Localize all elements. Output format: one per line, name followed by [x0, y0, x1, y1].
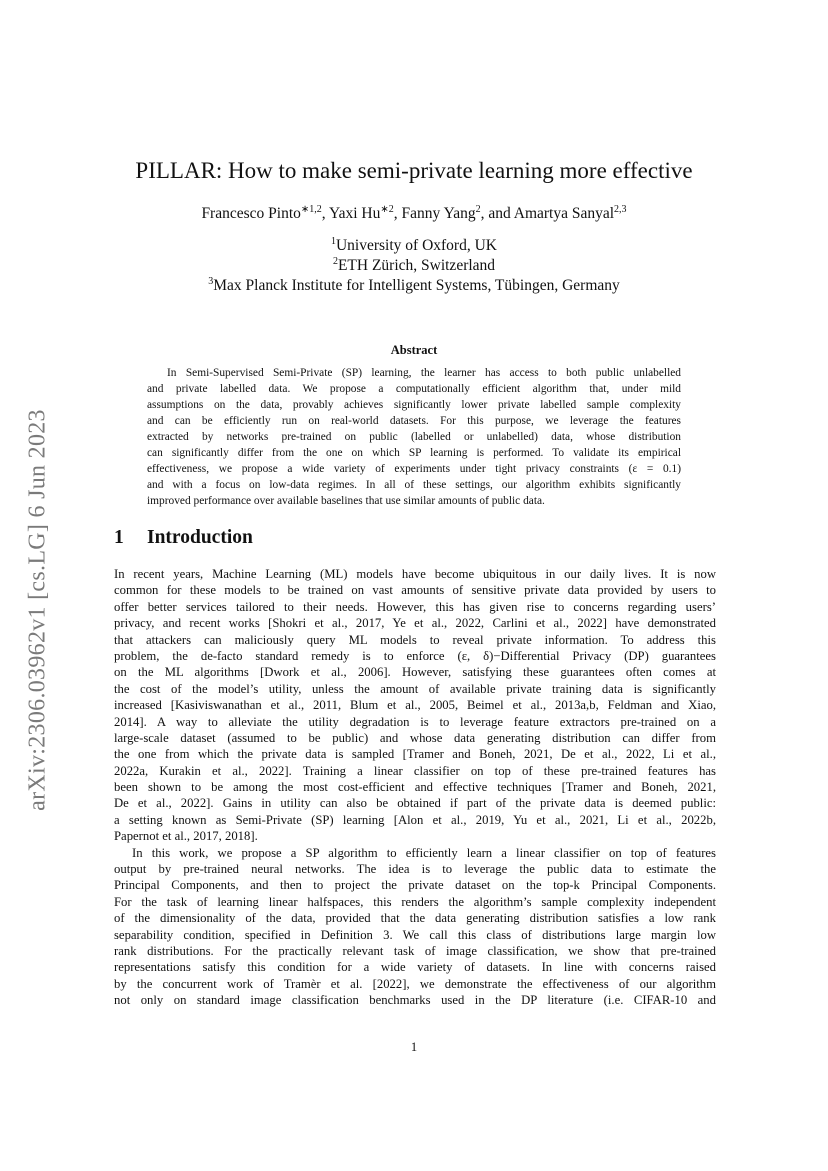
affiliation: $^3$Max Planck Institute for Intelligent Systems, Tübingen, Germany — [208, 275, 620, 294]
abstract-line: and private labelled data. We propose a computationally efficient algorithm that, under mild — [147, 383, 681, 395]
body-line: by the concurrent work of Tramèr et al. [2022], we demonstrate the effectiveness of our algorithm — [114, 976, 716, 991]
body-line: problem, the de-facto standard remedy is to enforce (ε, δ)−Differential Privacy (DP) guarantees — [114, 648, 716, 663]
body-line: offer better services tailored to their needs. However, this has given rise to concerns regarding users’ — [114, 599, 716, 614]
author: Fanny Yang$^2$ — [401, 203, 481, 222]
abstract-line: In Semi-Supervised Semi-Private (SP) learning, the learner has access to both public unlabelled — [167, 367, 681, 379]
abstract-line: improved performance over available baselines that use similar amounts of public data. — [147, 495, 545, 507]
abstract-heading: Abstract — [390, 343, 438, 357]
abstract-text — [147, 365, 681, 509]
body-line: common for these models to be trained on vast amounts of sensitive private data provided by users to — [114, 583, 716, 598]
body-line: Principal Components, and then to project the private dataset on the top-k Principal Components. — [114, 878, 716, 893]
author: Amartya Sanyal$^{2,3}$ — [513, 203, 627, 222]
body-line: not only on standard image classification benchmarks used in the DP literature (i.e. CIFAR-10 and — [114, 993, 716, 1008]
body-line: In this work, we propose a SP algorithm to efficiently learn a linear classifier on top of features — [132, 845, 716, 860]
body-line: of the dimensionality of the data, provided that the data generating distribution satisfies a low rank — [114, 911, 716, 926]
body-line: the one from which the private data is sampled [Tramer and Boneh, 2021, De et al., 2022, Li et al., — [114, 747, 716, 762]
affiliation-list — [100, 236, 728, 296]
abstract-line: assumptions on the data, provably achieves significantly lower private labelled sample complexity — [147, 399, 681, 411]
body-line: on the ML algorithms [Dwork et al., 2006]. However, satisfying these guarantees often comes at — [114, 665, 716, 680]
body-line: the cost of the model’s utility, unless the amount of available private training data is significantly — [114, 681, 716, 696]
abstract-line: effectiveness, we propose a wide variety of experiments under tight privacy constraints (ε = 0.1) — [147, 463, 681, 475]
section-heading — [114, 527, 253, 549]
body-line: For the task of learning linear halfspaces, this renders the algorithm’s sample complexity independent — [114, 894, 716, 909]
body-line: De et al., 2022]. Gains in utility can also be obtained if part of the private data is deemed public: — [114, 796, 716, 811]
paper-title: PILLAR: How to make semi-private learning more effective — [135, 158, 693, 183]
body-line: In recent years, Machine Learning (ML) models have become ubiquitous in our daily lives. It is now — [114, 567, 716, 581]
author-list: Francesco Pinto$^{∗1,2}$, Yaxi $Hu^{∗2}$, Fanny Yang$^2$, and Amartya Sanyal$^{2,3}$ — [201, 203, 627, 222]
body-line: a setting known as Semi-Private (SP) learning [Alon et al., 2019, Yu et al., 2021, Li et al., 2022b, — [114, 812, 716, 827]
body-line: representations satisfy this condition for a wide variety of datasets. In line with concerns raised — [114, 960, 716, 975]
affiliation: $^2$ETH Zürich, Switzerland — [332, 255, 496, 274]
section-number: 1 — [114, 527, 124, 548]
introduction-body — [114, 566, 716, 1009]
body-line: Papernot et al., 2017, 2018]. — [114, 829, 258, 844]
affiliation: $^1$University of Oxford, UK — [330, 235, 497, 254]
body-line: 2022a, Kurakin et al., 2022]. Training a linear classifier on top of these pre-trained features has — [114, 763, 716, 778]
arxiv-sidebar-stamp — [22, 375, 54, 845]
body-line: that attackers can maliciously query ML models to reveal private information. To address this — [114, 632, 716, 647]
body-line: separability condition, specified in Definition 3. We call this class of distributions large margin low — [114, 927, 716, 942]
body-line: large-scale dataset (assumed to be public) and whose data generating distribution can differ from — [114, 730, 716, 745]
page-number: 1 — [410, 1040, 418, 1054]
arxiv-identifier: arXiv:2306.03962v1 [cs.LG] 6 Jun 2023 — [24, 409, 51, 811]
abstract-line: and can be efficiently run on real-world datasets. For this purpose, we leverage the features — [147, 415, 681, 427]
body-line: rank distributions. For the practically relevant task of image classification, we show that pre-trained — [114, 943, 716, 958]
abstract-line: can significantly differ from the one on which SP learning is performed. To validate its empirical — [147, 447, 681, 459]
section-title: Introduction — [147, 527, 253, 548]
body-line: been shown to be among the most cost-efficient and effective techniques [Tramer and Boneh, 2021, — [114, 780, 716, 795]
abstract-line: extracted by networks pre-trained on public (labelled or unlabelled) data, whose distribution — [147, 431, 681, 443]
author: Yaxi $Hu^{∗2}$ — [328, 203, 394, 222]
body-line: increased [Kasiviswanathan et al., 2011, Blum et al., 2005, Beimel et al., 2013a,b, Feldman and Xiao, — [114, 698, 716, 713]
author: Francesco Pinto$^{∗1,2}$ — [201, 203, 322, 222]
body-line: privacy, and recent works [Shokri et al., 2017, Ye et al., 2022, Carlini et al., 2022] have demonstrated — [114, 616, 716, 631]
body-line: 2014]. A way to alleviate the utility degradation is to leverage feature extractors pre-trained on a — [114, 714, 716, 729]
abstract-line: and with a focus on low-data regimes. In all of these settings, our algorithm exhibits significantly — [147, 479, 681, 491]
body-line: output by pre-trained neural networks. The idea is to leverage the public data to estimate the — [114, 862, 716, 877]
